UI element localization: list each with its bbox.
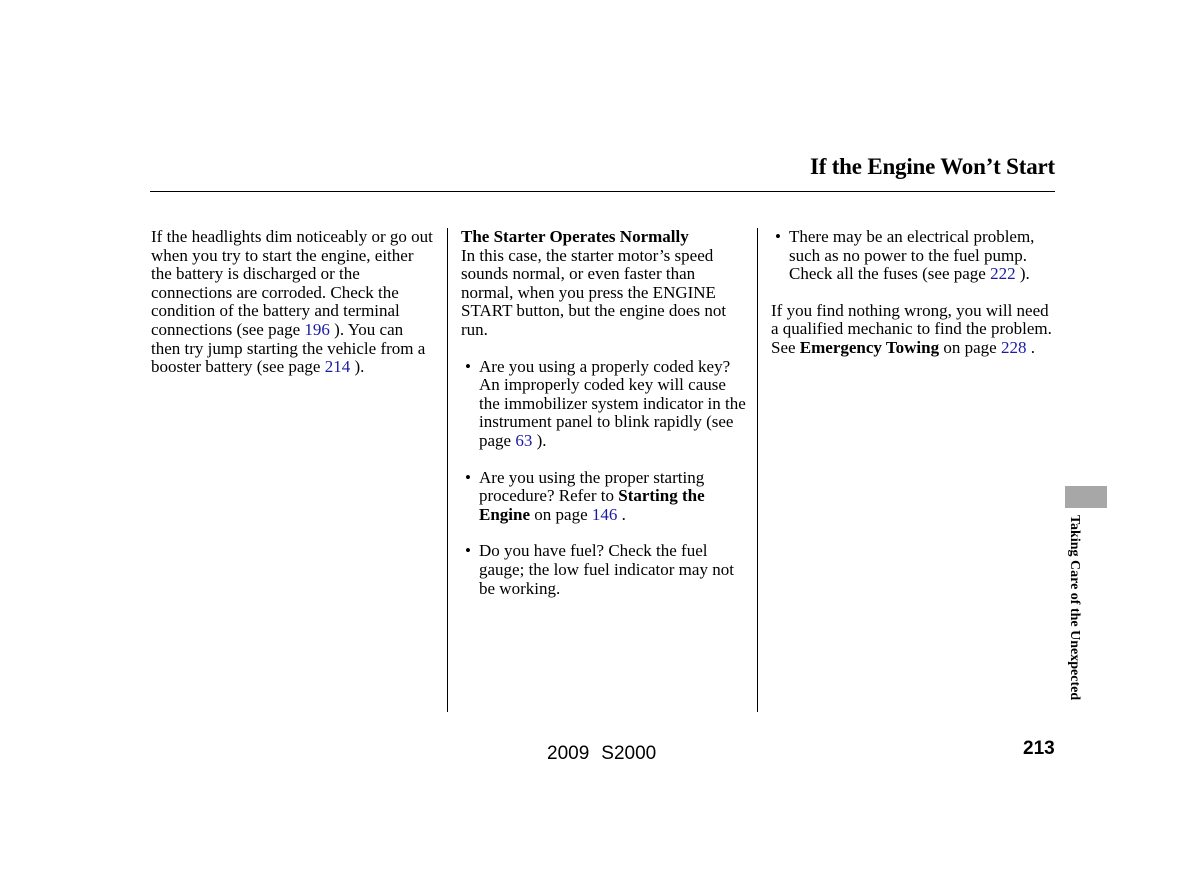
bullet-item-key [461,358,746,451]
bullet-electrical-end: ). [1015,264,1030,284]
bullet-icon: • [465,356,471,376]
mechanic-paragraph [771,302,1056,358]
column-middle [461,228,746,598]
column-divider-2 [757,228,758,712]
page-link-196[interactable]: 196 [304,319,330,339]
bullet-icon: • [775,227,781,246]
emergency-towing-ref: Emergency Towing [799,337,940,357]
bullet-item-electrical [771,228,1056,284]
column-right [771,228,1056,358]
mechanic-end: . [1026,337,1035,357]
battery-paragraph [151,228,436,377]
bullet-item-fuel [461,542,746,598]
bullet-key-text: Are you using a properly coded key? An improperly coded key will cause the immobilizer system indicator in the instrument panel to blink rapidly (see page [479,356,746,450]
bullet-procedure-mid: on page [530,504,592,524]
page-link-222[interactable]: 222 [990,264,1016,284]
bullet-icon: • [465,467,471,487]
bullet-key-end: ). [532,430,547,450]
bullet-icon: • [465,541,471,561]
page-number: 213 [1023,738,1055,759]
bullet-item-procedure [461,469,746,525]
battery-text-2: ). You can then try jump starting the vehicle from a booster battery (see page [151,319,426,377]
bullet-electrical-text: There may be an electrical problem, such as no power to the fuel pump. Check all the fuses (see page [789,227,1035,284]
bullet-procedure-text: Are you using the proper starting procedure? Refer to [479,467,705,506]
intro-paragraph: In this case, the starter motor’s speed sounds normal, or even faster than normal, when you press the ENGINE START button, but the engine does not run. [461,245,727,339]
footer [547,743,656,765]
section-tab-marker [1065,486,1107,508]
column-divider-1 [447,228,448,712]
page-link-214[interactable]: 214 [324,357,351,377]
mechanic-mid: on page [939,337,1001,357]
section-heading: The Starter Operates Normally [461,227,689,246]
page-link-228[interactable]: 228 [1000,337,1027,357]
page-link-146[interactable]: 146 [591,504,618,524]
bullet-fuel-text: Do you have fuel? Check the fuel gauge; the low fuel indicator may not be working. [479,541,734,598]
page-link-63[interactable]: 63 [515,430,533,450]
starting-engine-ref: Starting the Engine [479,486,705,524]
battery-text-3: ). [350,357,365,377]
bullet-procedure-end: . [617,504,626,524]
footer-year: 2009 [547,743,590,764]
page-title: If the Engine Won’t Start [809,154,1055,179]
section-tab-label: Taking Care of the Unexpected [1067,515,1082,701]
column-left [151,228,436,377]
title-divider [150,191,1055,192]
mechanic-text: If you find nothing wrong, you will need a qualified mechanic to find the problem. See [771,300,1052,357]
battery-text-1: If the headlights dim noticeably or go out when you try to start the engine, either the battery is discharged or the connections are corroded. Check the condition of the battery and terminal connections (see page [151,227,433,339]
footer-model: S2000 [601,743,657,764]
